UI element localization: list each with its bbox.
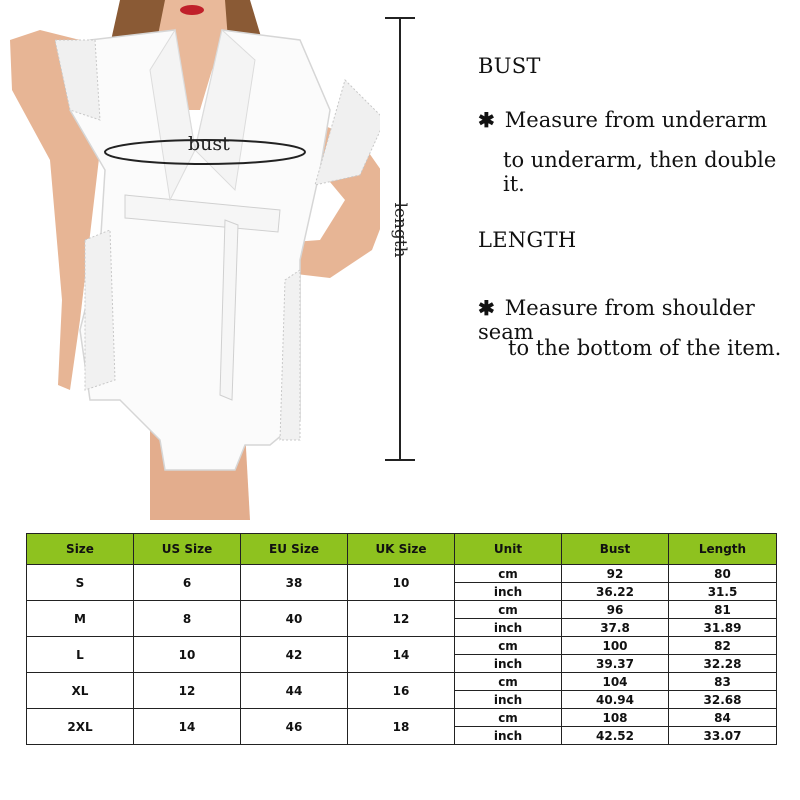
length-heading: LENGTH [478,228,577,252]
header-eu-size: EU Size [241,534,348,565]
cell-bust: 39.37 [562,655,669,673]
cell-us-size: 8 [134,601,241,637]
cell-bust: 37.8 [562,619,669,637]
cell-bust: 96 [562,601,669,619]
size-chart-table [26,533,777,745]
cell-uk-size: 14 [348,637,455,673]
cell-eu-size: 42 [241,637,348,673]
length-instruction-line2: to the bottom of the item. [508,336,782,360]
cell-uk-size: 16 [348,673,455,709]
lace-left-panel [85,230,115,390]
cell-size: 2XL [27,709,134,745]
bust-label: bust [188,133,230,155]
cell-us-size: 6 [134,565,241,601]
cell-unit: inch [455,619,562,637]
cell-length: 31.5 [669,583,777,601]
cell-eu-size: 46 [241,709,348,745]
cell-length: 32.68 [669,691,777,709]
table-row [27,637,777,655]
cell-bust: 108 [562,709,669,727]
cell-size: XL [27,673,134,709]
cell-unit: inch [455,691,562,709]
bust-instruction-line1 [478,108,767,132]
header-bust: Bust [562,534,669,565]
header-unit: Unit [455,534,562,565]
cell-length: 80 [669,565,777,583]
cell-unit: inch [455,583,562,601]
cell-unit: cm [455,601,562,619]
cell-eu-size: 40 [241,601,348,637]
length-bottom-cap [385,459,415,461]
cell-bust: 36.22 [562,583,669,601]
cell-unit: cm [455,637,562,655]
cell-eu-size: 44 [241,673,348,709]
cell-size: S [27,565,134,601]
cell-size: M [27,601,134,637]
cell-bust: 92 [562,565,669,583]
length-instruction-text1: Measure from shoulder seam [478,296,755,344]
asterisk-icon: ✱ [478,108,495,132]
bust-instruction-line2: to underarm, then double it. [503,148,777,196]
header-us-size: US Size [134,534,241,565]
cell-uk-size: 10 [348,565,455,601]
cell-length: 83 [669,673,777,691]
header-uk-size: UK Size [348,534,455,565]
lips-shape [180,5,204,15]
cell-unit: cm [455,673,562,691]
table-row [27,601,777,619]
cell-length: 84 [669,709,777,727]
cell-length: 81 [669,601,777,619]
table-header-row [27,534,777,565]
cell-bust: 104 [562,673,669,691]
robe-model-illustration [0,0,380,520]
cell-unit: inch [455,727,562,745]
table-row [27,673,777,691]
cell-length: 82 [669,637,777,655]
bust-instruction-text1: Measure from underarm [504,108,768,132]
table-row [27,565,777,583]
cell-length: 33.07 [669,727,777,745]
cell-eu-size: 38 [241,565,348,601]
cell-bust: 40.94 [562,691,669,709]
table-row [27,709,777,727]
cell-unit: inch [455,655,562,673]
cell-us-size: 12 [134,673,241,709]
cell-length: 31.89 [669,619,777,637]
cell-unit: cm [455,709,562,727]
cell-uk-size: 12 [348,601,455,637]
header-size: Size [27,534,134,565]
cell-length: 32.28 [669,655,777,673]
header-length: Length [669,534,777,565]
cell-bust: 100 [562,637,669,655]
cell-us-size: 10 [134,637,241,673]
product-photo [0,0,380,520]
cell-uk-size: 18 [348,709,455,745]
cell-bust: 42.52 [562,727,669,745]
bust-heading: BUST [478,54,541,78]
cell-us-size: 14 [134,709,241,745]
asterisk-icon: ✱ [478,296,495,320]
length-label: length [390,202,410,258]
cell-unit: cm [455,565,562,583]
cell-size: L [27,637,134,673]
